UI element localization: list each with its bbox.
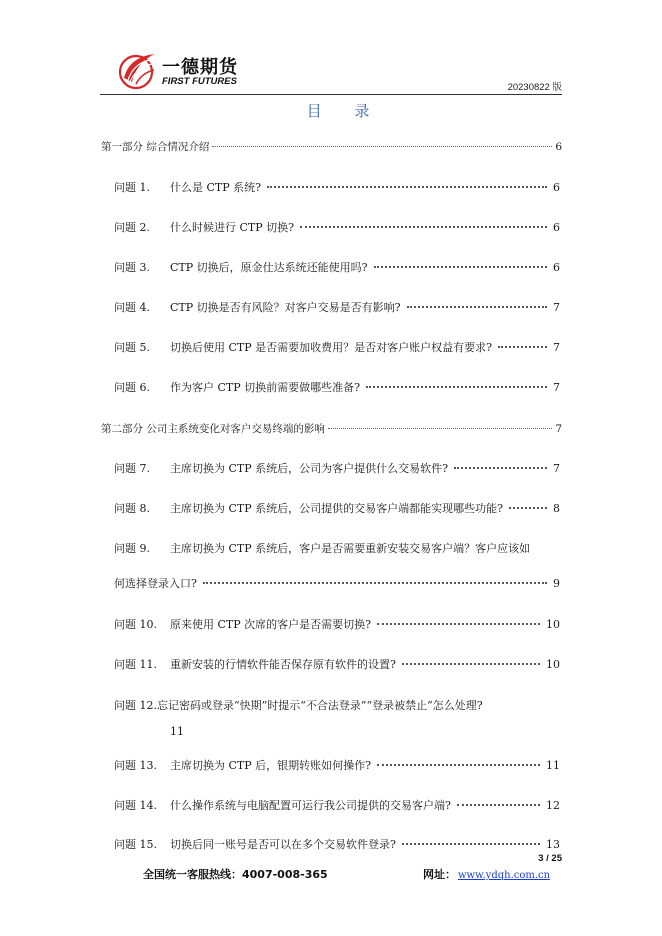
logo-english-name: FIRST FUTURES <box>162 76 237 87</box>
toc-item-number: 问题 7. <box>114 462 150 475</box>
toc-item-q15[interactable] <box>114 836 560 852</box>
toc-item-q9[interactable] <box>114 540 560 556</box>
dot-leader <box>509 507 547 509</box>
dot-leader <box>300 226 547 228</box>
toc-item-number: 问题 13. <box>114 759 157 772</box>
toc-page-number: 13 <box>546 838 560 851</box>
toc-item-q5[interactable] <box>114 339 560 355</box>
page-indicator: 3 / 25 <box>538 853 562 864</box>
toc-item-text: 什么是 CTP 系统? <box>170 181 262 194</box>
website-info <box>423 866 550 882</box>
toc-item-number: 问题 14. <box>114 799 157 812</box>
toc-item-q14[interactable] <box>114 797 560 813</box>
toc-page-number: 7 <box>553 341 560 354</box>
toc-item-number: 问题 11. <box>114 658 157 671</box>
toc-item-number: 问题 2. <box>114 221 150 234</box>
toc-item-q3[interactable] <box>114 259 560 275</box>
toc-item-q13[interactable] <box>114 757 560 773</box>
dot-leader <box>377 764 540 766</box>
toc-item-q12[interactable] <box>114 697 483 713</box>
toc-page-number: 7 <box>553 301 560 314</box>
toc-item-text: 忘记密码或登录“快期”时提示“不合法登录”“登录被禁止”怎么处理? <box>157 699 483 712</box>
toc-item-number: 问题 6. <box>114 381 150 394</box>
toc-page-number: 11 <box>546 759 560 772</box>
toc-page-number: 12 <box>546 799 560 812</box>
dot-leader <box>267 186 547 188</box>
toc-page-number: 7 <box>553 462 560 475</box>
toc-item-text: 作为客户 CTP 切换前需要做哪些准备? <box>170 381 361 394</box>
toc-item-text: 何选择登录入口? <box>114 577 197 590</box>
dot-leader <box>407 306 547 308</box>
toc-page-number: 7 <box>553 381 560 394</box>
toc-item-q1[interactable] <box>114 179 560 195</box>
dot-leader <box>366 386 547 388</box>
toc-item-number: 问题 5. <box>114 341 150 354</box>
company-logo <box>116 48 256 92</box>
toc-page-number: 9 <box>553 577 560 590</box>
dot-leader <box>402 663 540 665</box>
toc-item-q6[interactable] <box>114 379 560 395</box>
toc-item-text: CTP 切换是否有风险？对客户交易是否有影响? <box>170 301 401 314</box>
toc-item-number: 问题 10. <box>114 618 157 631</box>
toc-item-q9-continuation[interactable] <box>114 575 560 591</box>
document-version: 20230822 版 <box>507 82 562 93</box>
toc-part-2[interactable] <box>101 421 562 436</box>
toc-item-text: CTP 切换后，原金仕达系统还能使用吗? <box>170 261 368 274</box>
toc-page-number: 10 <box>546 658 560 671</box>
toc-item-text: 主席切换为 CTP 系统后，公司为客户提供什么交易软件? <box>170 462 449 475</box>
toc-item-number: 问题 15. <box>114 838 157 851</box>
toc-item-number: 问题 12. <box>114 699 157 712</box>
dot-leader <box>374 266 547 268</box>
toc-part-1[interactable] <box>101 139 562 154</box>
toc-page-number: 6 <box>553 261 560 274</box>
service-hotline: 全国统一客服热线：4007-008-365 <box>143 868 328 881</box>
toc-item-text: 主席切换为 CTP 后，银期转账如何操作? <box>170 759 372 772</box>
toc-item-text: 主席切换为 CTP 系统后，客户是否需要重新安装交易客户端？客户应该如 <box>170 542 531 555</box>
dot-leader <box>454 467 547 469</box>
toc-item-text: 什么操作系统与电脑配置可运行我公司提供的交易客户端? <box>170 799 451 812</box>
toc-page-number: 6 <box>553 181 560 194</box>
toc-item-q4[interactable] <box>114 299 560 315</box>
dot-leader <box>203 582 547 584</box>
dot-leader <box>212 146 552 147</box>
toc-page-number: 6 <box>555 141 562 153</box>
toc-item-q2[interactable] <box>114 219 560 235</box>
toc-item-q11[interactable] <box>114 656 560 672</box>
toc-part-label: 第一部分 综合情况介绍 <box>101 141 210 153</box>
header-divider <box>100 94 562 95</box>
dot-leader <box>498 346 547 348</box>
toc-item-text: 切换后同一账号是否可以在多个交易软件登录? <box>170 838 396 851</box>
toc-item-q7[interactable] <box>114 460 560 476</box>
toc-title: 目 录 <box>306 102 384 120</box>
page-header <box>100 46 562 94</box>
toc-item-text: 什么时候进行 CTP 切换? <box>170 221 295 234</box>
toc-page-number: 6 <box>553 221 560 234</box>
logo-chinese-name: 一德期货 <box>162 57 238 78</box>
website-label: 网址： <box>423 868 456 881</box>
toc-item-number: 问题 1. <box>114 181 150 194</box>
toc-item-text: 重新安装的行情软件能否保存原有软件的设置? <box>170 658 396 671</box>
toc-page-number: 11 <box>170 725 184 738</box>
toc-item-text: 切换后使用 CTP 是否需要加收费用？是否对客户账户权益有要求? <box>170 341 493 354</box>
dot-leader <box>457 804 540 806</box>
website-link[interactable]: www.ydqh.com.cn <box>458 870 551 881</box>
toc-item-number: 问题 4. <box>114 301 150 314</box>
toc-item-number: 问题 8. <box>114 502 150 515</box>
dot-leader <box>402 843 540 845</box>
flame-logo-icon <box>116 48 160 92</box>
dot-leader <box>328 428 552 429</box>
toc-item-q10[interactable] <box>114 616 560 632</box>
toc-page-number: 10 <box>546 618 560 631</box>
toc-item-text: 原来使用 CTP 次席的客户是否需要切换? <box>170 618 372 631</box>
toc-item-number: 问题 3. <box>114 261 150 274</box>
toc-part-label: 第二部分 公司主系统变化对客户交易终端的影响 <box>101 423 325 435</box>
toc-item-text: 主席切换为 CTP 系统后，公司提供的交易客户端都能实现哪些功能? <box>170 502 504 515</box>
toc-page-number: 7 <box>555 423 562 435</box>
toc-item-number: 问题 9. <box>114 542 150 555</box>
dot-leader <box>377 623 540 625</box>
toc-page-number: 8 <box>553 502 560 515</box>
toc-item-q8[interactable] <box>114 500 560 516</box>
